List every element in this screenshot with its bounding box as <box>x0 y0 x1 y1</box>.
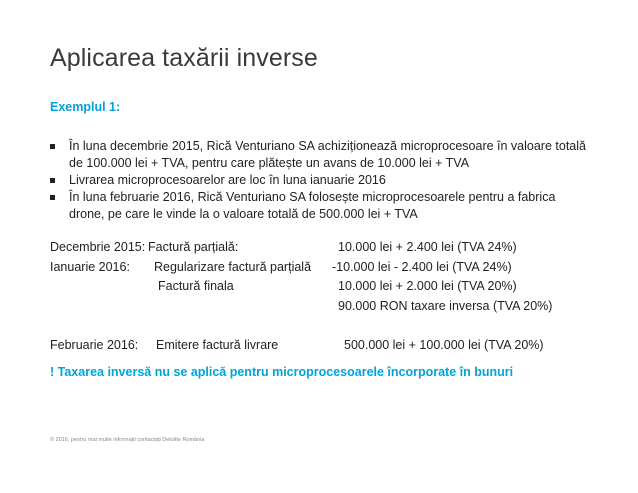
bullet-list <box>50 138 590 223</box>
bullet-item <box>50 172 590 189</box>
operation-amount: 500.000 lei + 100.000 lei (TVA 20%) <box>344 337 544 352</box>
operation-type: Regularizare factură parțială <box>154 259 312 274</box>
operation-type: Factură finala <box>158 279 234 293</box>
operation-amount: -10.000 lei - 2.400 lei (TVA 24%) <box>332 259 512 274</box>
square-bullet-icon <box>50 144 55 149</box>
bullet-text: În luna decembrie 2015, Rică Venturiano SA achiziționează microprocesoare în valoare totală de 100.000 lei + TVA, pentru care plătește un avans de 10.000 lei + TVA <box>69 139 586 170</box>
slide-title: Aplicarea taxării inverse <box>50 44 318 72</box>
bullet-item <box>50 189 590 223</box>
operation-type: Factură parțială: <box>148 240 239 254</box>
reverse-charge-note: ! Taxarea inversă nu se aplică pentru microprocesoarele încorporate în bunuri <box>50 365 514 379</box>
copyright-footer: © 2016, pentru mai multe informații contactați Deloitte România <box>50 437 205 443</box>
operation-amount: 10.000 lei + 2.400 lei (TVA 24%) <box>338 240 517 254</box>
operation-period: Februarie 2016: <box>50 337 139 352</box>
operation-type: Emitere factură livrare <box>156 337 279 352</box>
bullet-text: Livrarea microprocesoarelor are loc în luna ianuarie 2016 <box>69 173 386 187</box>
operation-amount: 90.000 RON taxare inversa (TVA 20%) <box>338 298 553 313</box>
bullet-item <box>50 138 590 172</box>
operation-period: Decembrie 2015: <box>50 240 146 254</box>
square-bullet-icon <box>50 178 55 183</box>
example-heading: Exemplul 1: <box>50 100 121 114</box>
square-bullet-icon <box>50 195 55 200</box>
operation-period: Ianuarie 2016: <box>50 259 130 274</box>
bullet-text: În luna februarie 2016, Rică Venturiano SA folosește microprocesoarele pentru a fabrica drone, pe care le vinde la o valoare totală de 500.000 lei + TVA <box>69 190 556 221</box>
operation-amount: 10.000 lei + 2.000 lei (TVA 20%) <box>338 279 517 293</box>
